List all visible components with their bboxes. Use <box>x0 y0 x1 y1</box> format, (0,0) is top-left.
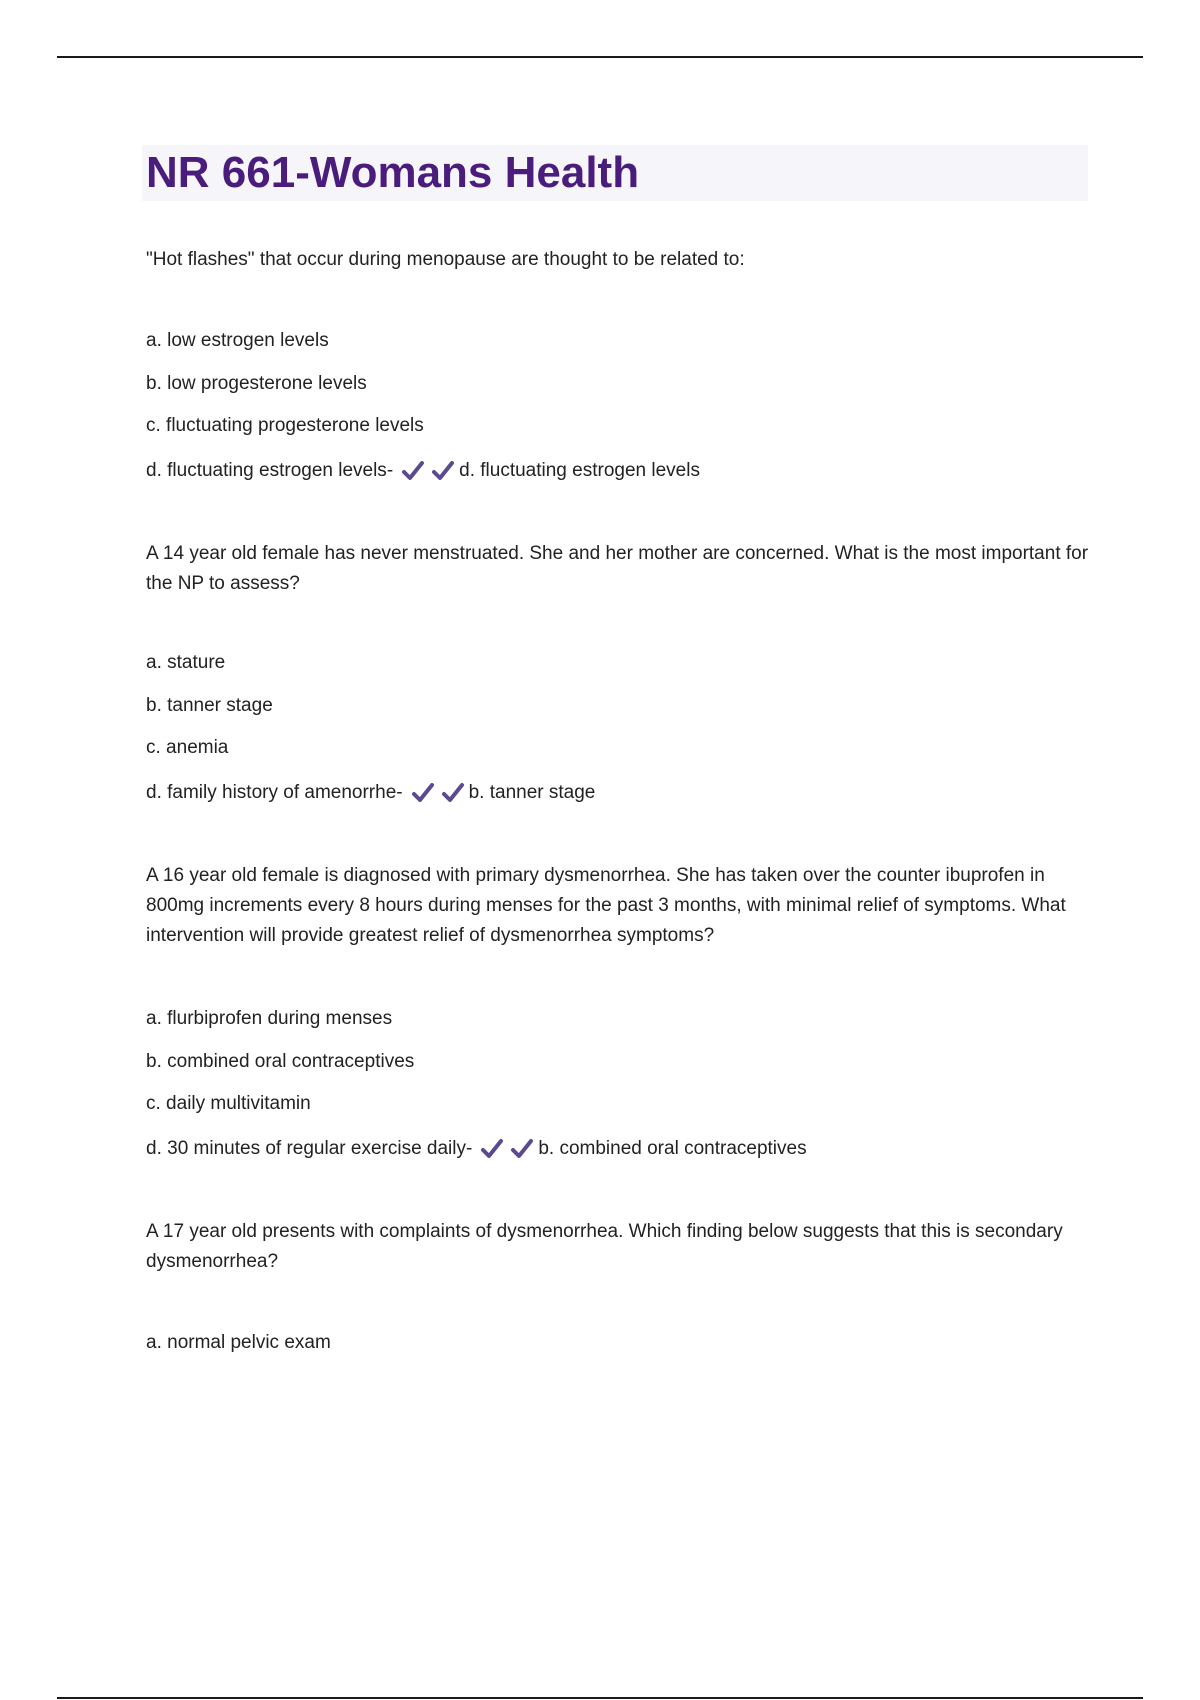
option-label: a. low estrogen levels <box>146 330 329 351</box>
option-b <box>146 1050 1092 1074</box>
option-label: b. combined oral contraceptives <box>146 1051 415 1072</box>
correct-answer: b. combined oral contraceptives <box>538 1138 807 1159</box>
option-c <box>146 1092 1092 1116</box>
option-label: d. family history of amenorrhe <box>146 782 397 803</box>
option-label: a. flurbiprofen during menses <box>146 1008 393 1029</box>
option-a <box>146 651 1092 675</box>
question-text: A 16 year old female is diagnosed with primary dysmenorrhea. She has taken over the counter ibuprofen in 800mg increments every 8 hours during menses for the past 3 months, with minimal relief of symptoms. What intervention will provide greatest relief of dysmenorrhea symptoms? <box>146 865 1066 946</box>
option-label: b. low progesterone levels <box>146 373 367 394</box>
option-d-with-answer <box>146 781 1092 805</box>
question-text: "Hot flashes" that occur during menopause are thought to be related to: <box>146 249 745 270</box>
document-body <box>146 145 1092 1355</box>
question-text: A 14 year old female has never menstruated. She and her mother are concerned. What is the most important for the NP to assess? <box>146 543 1089 594</box>
option-d-with-answer <box>146 1137 1092 1161</box>
answer-separator: - <box>396 782 403 803</box>
question-4 <box>146 1217 1092 1355</box>
check-icon <box>510 1138 534 1160</box>
option-label: a. stature <box>146 652 226 673</box>
option-a <box>146 1331 1092 1355</box>
check-icon <box>441 782 465 804</box>
question-2 <box>146 539 1092 805</box>
check-icon <box>480 1138 504 1160</box>
correct-answer: d. fluctuating estrogen levels <box>459 460 700 481</box>
option-c <box>146 736 1092 760</box>
question-3 <box>146 861 1092 1161</box>
correct-answer: b. tanner stage <box>468 782 596 803</box>
answer-checks <box>480 1138 536 1160</box>
title-band <box>142 145 1088 201</box>
check-icon <box>431 460 455 482</box>
option-label: d. 30 minutes of regular exercise daily <box>146 1138 466 1159</box>
option-label: b. tanner stage <box>146 695 273 716</box>
question-text: A 17 year old presents with complaints of dysmenorrhea. Which finding below suggests that this is secondary dysmenorrhea? <box>146 1221 1063 1272</box>
answer-separator: - <box>386 460 394 481</box>
option-label: c. anemia <box>146 737 229 758</box>
question-1 <box>146 245 1092 483</box>
check-icon <box>401 460 425 482</box>
document-title: NR 661-Womans Health <box>146 148 640 197</box>
option-list <box>146 651 1092 805</box>
option-label: a. normal pelvic exam <box>146 1332 331 1353</box>
answer-checks <box>411 782 467 804</box>
answer-separator: - <box>466 1138 473 1159</box>
option-a <box>146 329 1092 353</box>
option-list <box>146 1331 1092 1355</box>
option-c <box>146 414 1092 438</box>
option-b <box>146 694 1092 718</box>
option-label: c. daily multivitamin <box>146 1093 311 1114</box>
option-list <box>146 1007 1092 1161</box>
option-b <box>146 372 1092 396</box>
answer-checks <box>401 460 457 482</box>
option-list <box>146 329 1092 483</box>
option-label: d. fluctuating estrogen levels <box>146 460 387 481</box>
option-label: c. fluctuating progesterone levels <box>146 415 424 436</box>
option-d-with-answer <box>146 459 1092 483</box>
check-icon <box>411 782 435 804</box>
top-rule <box>57 56 1143 58</box>
option-a <box>146 1007 1092 1031</box>
bottom-rule <box>57 1697 1143 1699</box>
